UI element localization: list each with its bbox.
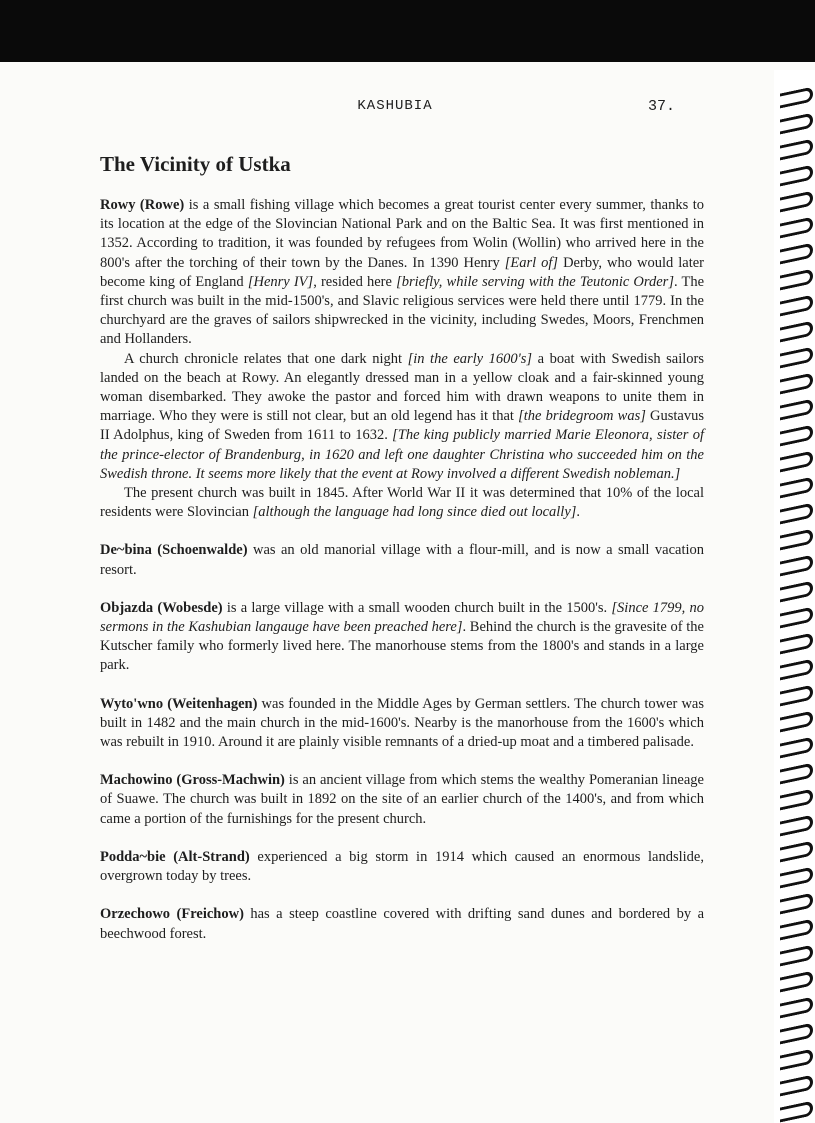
paragraph-machowino: Machowino (Gross-Machwin) is an ancient village from which stems the wealthy Pomeranian lineage of Suawe. The church was built in 1892 on the site of an earlier church of the 1400's, and from which came a portion of the furnishings for the present church. <box>100 772 704 827</box>
binding-coil <box>780 424 813 446</box>
binding-coil <box>780 320 813 342</box>
binding-coil <box>780 1048 813 1070</box>
binding-coil <box>780 190 813 212</box>
paragraph-debina: De~bina (Schoenwalde) was an old manorial village with a flour-mill, and is now a small vacation resort. <box>100 542 705 578</box>
entry-name: Rowy (Rowe) <box>100 197 185 213</box>
paragraph-poddabie: Podda~bie (Alt-Strand) experienced a big storm in 1914 which caused an enormous landslide, overgrown today by trees. <box>100 848 704 885</box>
binding-coil <box>780 476 813 498</box>
binding-coil <box>780 918 813 940</box>
paragraph-present-church: The present church was built in 1845. After World War II it was determined that 10% of the local residents were Slovincian [although the language had long since died out locally]. <box>100 485 704 521</box>
page-number: 37. <box>648 98 676 115</box>
running-header: KASHUBIA <box>357 98 433 114</box>
entry-name: Podda~bie (Alt-Strand) <box>100 848 250 865</box>
binding-coil <box>780 242 813 264</box>
binding-coil <box>780 710 813 732</box>
binding-coil <box>780 840 813 862</box>
binding-coil <box>780 866 813 888</box>
entry-name: Objazda (Wobesde) <box>100 599 223 616</box>
binding-coil <box>780 502 813 524</box>
binding-coil <box>780 892 813 914</box>
binding-coil <box>780 554 813 576</box>
spiral-binding <box>774 70 815 1123</box>
binding-coil <box>780 736 813 758</box>
binding-coil <box>780 268 813 290</box>
binding-coil <box>780 86 813 108</box>
binding-coil <box>780 658 813 680</box>
binding-coil <box>780 788 813 810</box>
paragraph-orzechowo: Orzechowo (Freichow) has a steep coastline covered with drifting sand dunes and bordered by a beechwood forest. <box>100 906 705 942</box>
binding-coil <box>780 450 813 472</box>
entry-name: Orzechowo (Freichow) <box>100 906 244 923</box>
binding-coil <box>780 1100 813 1122</box>
paragraph-chronicle: A church chronicle relates that one dark night [in the early 1600's] a boat with Swedish sailors landed on the beach at Rowy. An elegantly dressed man in a yellow cloak and a fair-skinned young woman disembarked. They awoke the pastor and forced him with drawn weapons to unite them in marriage. Who they were is still not clear, but an old legend has it that [the bridegroom was] Gustavus II Adolphus, king of Sweden from 1611 to 1632. [The king publicly married Marie Eleonora, sister of the prince-elector of Brandenburg, in 1620 and left one daughter Christina who succeeded him on the Swedish throne. It seems more likely that the event at Rowy involved a different Swedish nobleman.] <box>100 350 704 482</box>
binding-coil <box>780 1074 813 1096</box>
binding-coil <box>780 346 813 368</box>
binding-coil <box>780 762 813 784</box>
binding-coil <box>780 632 813 654</box>
scan-border <box>0 0 815 62</box>
article-body <box>100 196 704 944</box>
binding-coil <box>780 294 813 316</box>
binding-coil <box>780 164 813 186</box>
binding-coil <box>780 996 813 1018</box>
entry-name: De~bina (Schoenwalde) <box>100 542 248 559</box>
binding-coil <box>780 372 813 394</box>
binding-coil <box>780 528 813 550</box>
binding-coil <box>780 580 813 602</box>
paragraph-rowy: Rowy (Rowe) is a small fishing village which becomes a great tourist center every summer, thanks to its location at the edge of the Slovincian National Park and on the Baltic Sea. It was first mentioned in 1352. According to tradition, it was founded by refugees from Wolin (Wollin) who arrived here in the 800's after the torching of their town by the Danes. In 1390 Henry [Earl of] Derby, who would later become king of England [Henry IV], resided here [briefly, while serving with the Teutonic Order]. The first church was built in the mid-1500's, and Slavic religious services were held there until 1779. In the churchyard are the graves of sailors shipwrecked in the vicinity, including Swedes, Moors, Frenchmen and Hollanders. <box>100 197 705 348</box>
binding-coil <box>780 970 813 992</box>
paragraph-objazda: Objazda (Wobesde) is a large village with a small wooden church built in the 1500's. [Since 1799, no sermons in the Kashubian langauge have been preached here]. Behind the church is the gravesite of the Kutscher family who formerly lived here. The manorhouse stems from the 1800's and stands in a large park. <box>100 599 705 674</box>
entry-name: Wyto'wno (Weitenhagen) <box>100 695 258 712</box>
binding-coil <box>780 606 813 628</box>
binding-coil <box>780 138 813 160</box>
binding-coil <box>780 112 813 134</box>
section-title: The Vicinity of Ustka <box>100 152 291 176</box>
binding-coil <box>780 684 813 706</box>
paragraph-wytowno: Wyto'wno (Weitenhagen) was founded in the Middle Ages by German settlers. The church tower was built in 1482 and the main church in the mid-1600's. Nearby is the manorhouse from the 1600's which was rebuilt in 1910. Around it are plainly visible remnants of a dried-up moat and a timbered palisade. <box>100 695 704 751</box>
binding-coil <box>780 944 813 966</box>
binding-coil <box>780 398 813 420</box>
binding-coil <box>780 1022 813 1044</box>
binding-coil <box>780 216 813 238</box>
binding-coil <box>780 814 813 836</box>
entry-name: Machowino (Gross-Machwin) <box>100 772 285 789</box>
